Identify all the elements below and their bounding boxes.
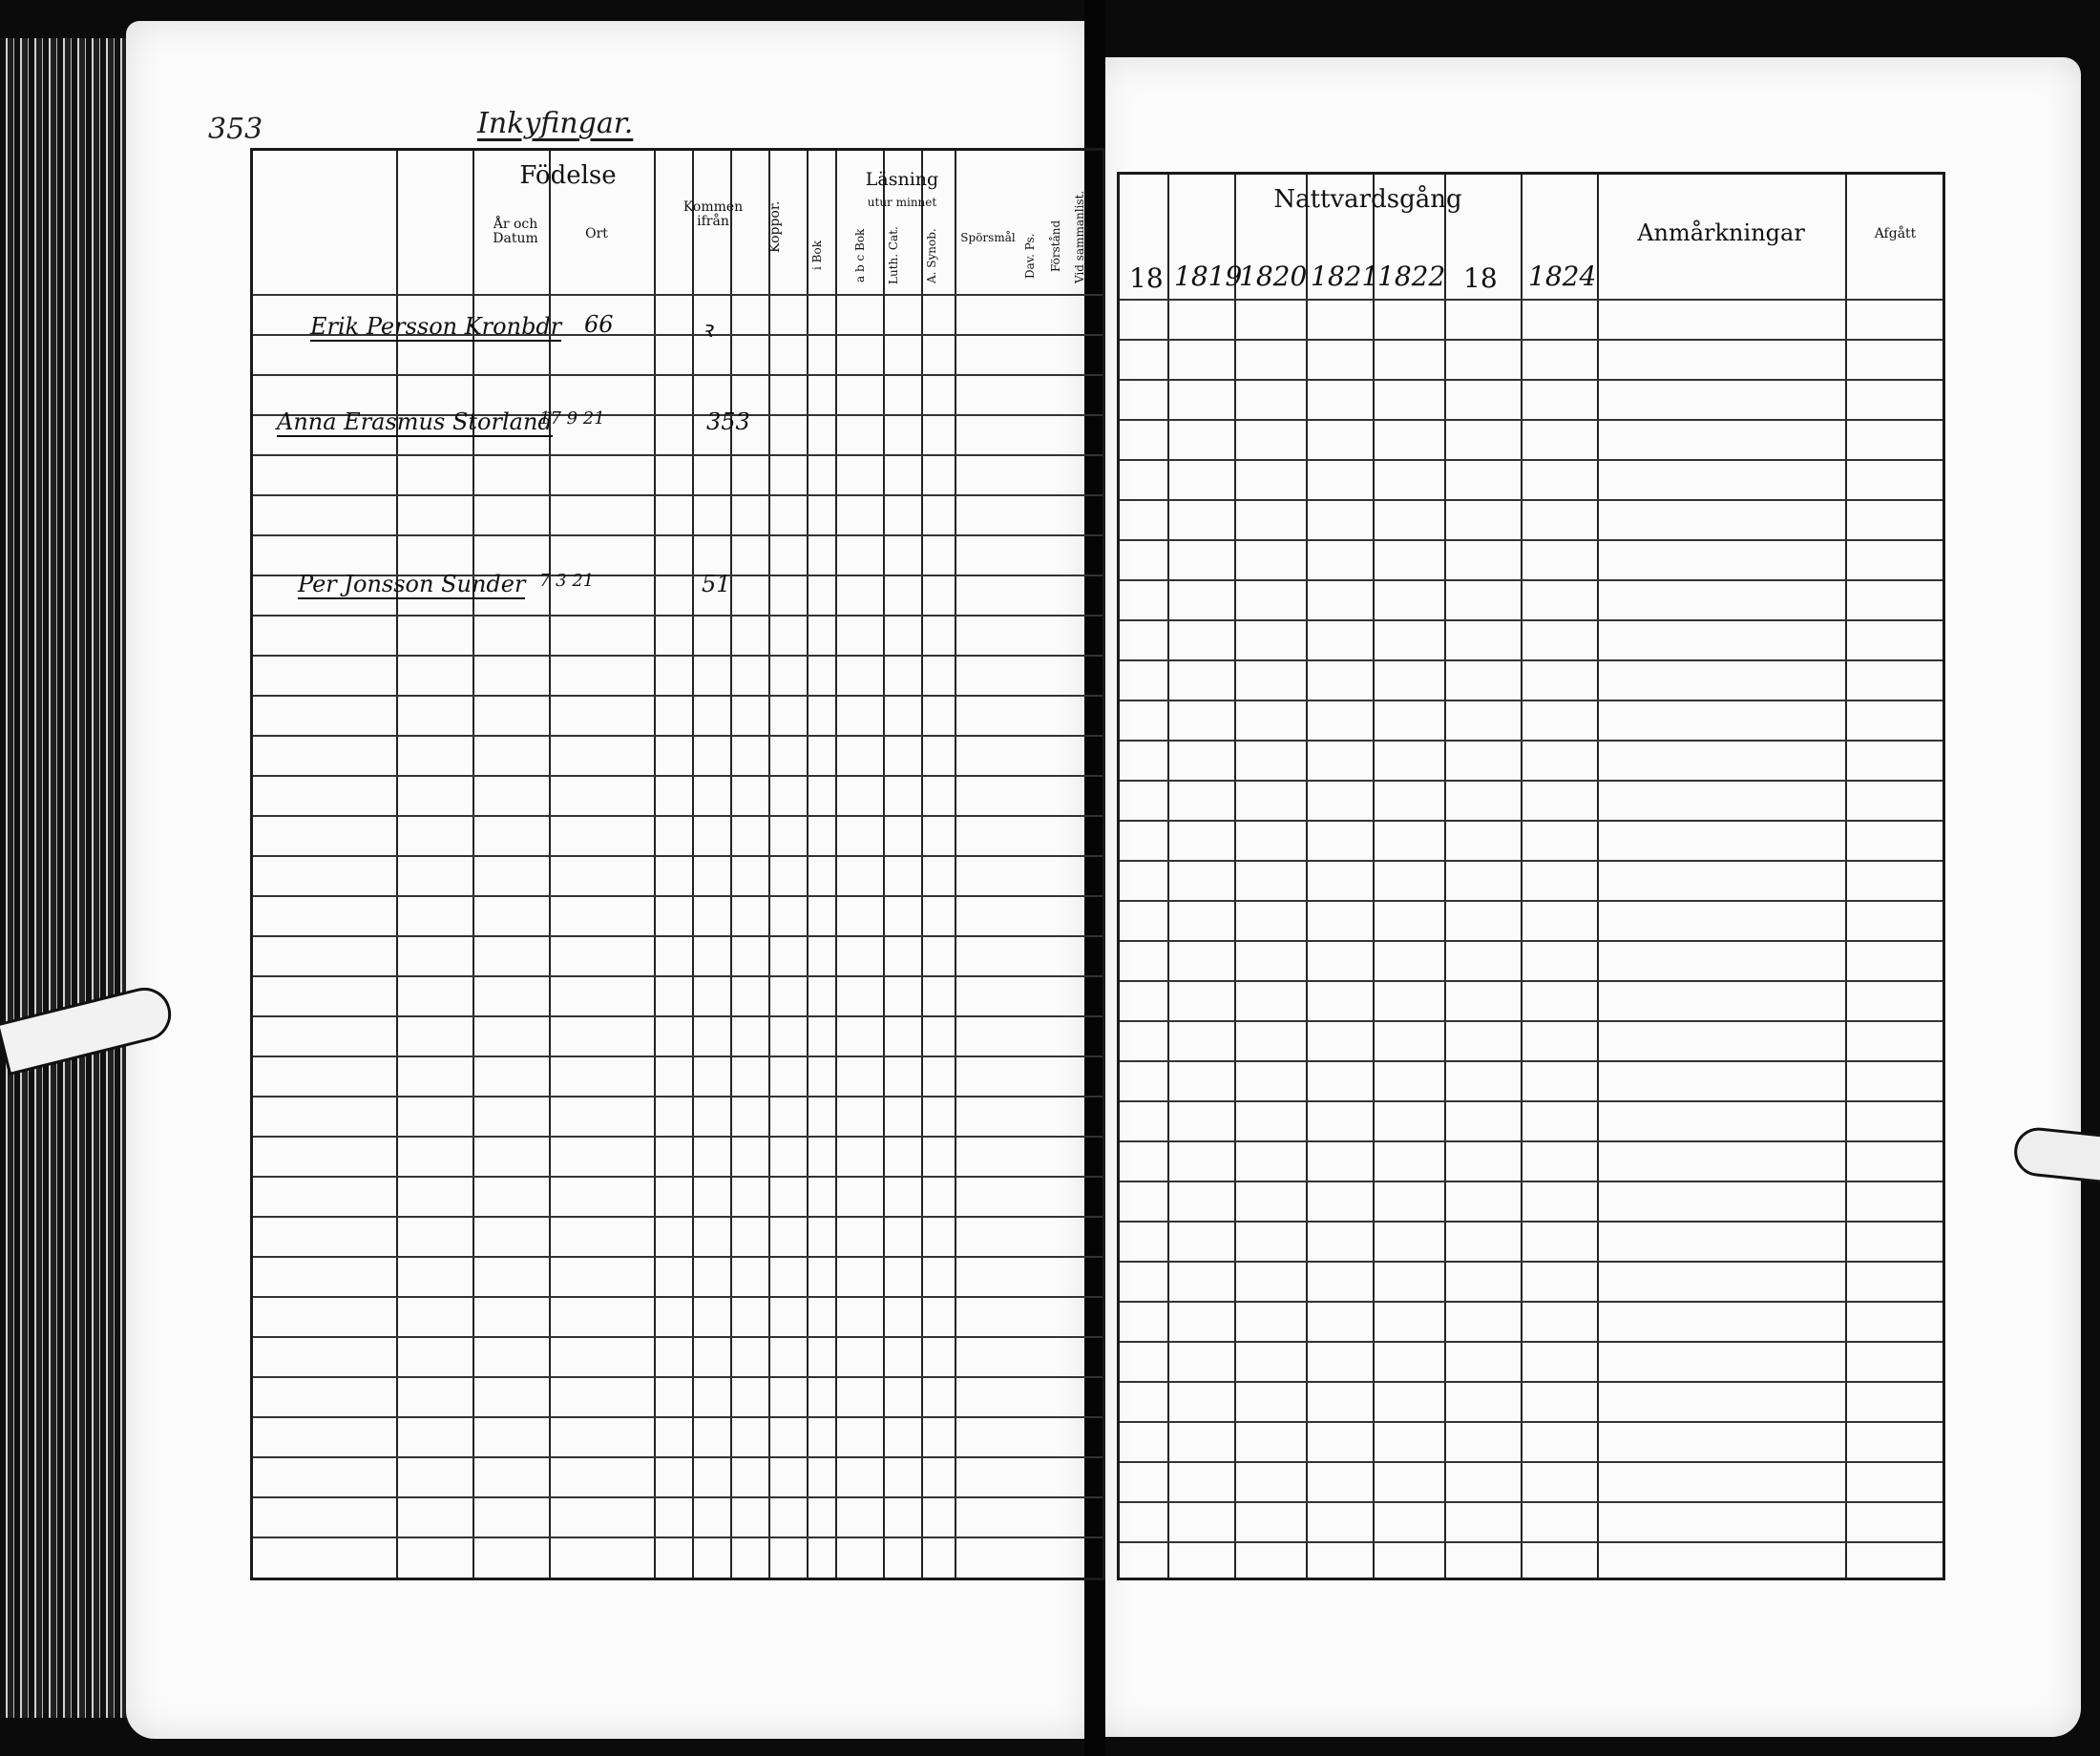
year-label: 18 xyxy=(1129,262,1164,294)
column-divider xyxy=(730,151,732,1578)
column-divider xyxy=(549,151,551,1578)
row-rule xyxy=(253,1256,1102,1258)
row-rule xyxy=(1120,1301,1942,1303)
column-divider xyxy=(955,151,956,1578)
header-ar-och-datum: År och Datum xyxy=(493,217,538,247)
row-rule xyxy=(1120,339,1942,341)
header-i-bok: i Bok xyxy=(810,240,824,271)
row-rule xyxy=(1120,1100,1942,1102)
entry-year: 7 3 21 xyxy=(539,571,595,591)
column-divider xyxy=(883,151,885,1578)
row-rule xyxy=(1120,499,1942,501)
row-rule xyxy=(253,454,1102,456)
row-rule xyxy=(253,1416,1102,1418)
row-rule xyxy=(253,1336,1102,1338)
row-rule xyxy=(1120,820,1942,822)
row-rule xyxy=(253,1056,1102,1057)
header-anmarkningar: Anmårkningar xyxy=(1637,220,1805,246)
header-fodelse: Födelse xyxy=(519,161,617,190)
header-afgatt: Afgått xyxy=(1874,226,1917,241)
row-rule xyxy=(253,1216,1102,1218)
column-divider xyxy=(1521,175,1522,1578)
year-label: 1820 xyxy=(1239,261,1308,292)
header-ort: Ort xyxy=(585,226,608,241)
row-rule xyxy=(1120,299,1942,301)
row-rule xyxy=(1120,659,1942,661)
header-fortal: Vid sammanlist. xyxy=(1073,190,1086,283)
row-rule xyxy=(1120,579,1942,581)
header-sporsmal: Spörsmål xyxy=(960,231,1016,244)
row-rule xyxy=(253,735,1102,737)
year-label: 1822 xyxy=(1377,261,1446,292)
page-number: 353 xyxy=(208,113,263,146)
column-divider xyxy=(835,151,837,1578)
row-rule xyxy=(253,374,1102,376)
header-a-syno: A. Synob. xyxy=(925,228,938,283)
row-rule xyxy=(253,935,1102,937)
row-rule xyxy=(1120,900,1942,902)
row-rule xyxy=(253,1296,1102,1298)
row-rule xyxy=(1120,1140,1942,1142)
row-rule xyxy=(253,1015,1102,1017)
row-rule xyxy=(1120,1060,1942,1062)
page-heading: Inkyfingar. xyxy=(477,107,634,140)
column-divider xyxy=(1444,175,1446,1578)
row-rule xyxy=(253,975,1102,977)
header-kommen-ifran: Kommen ifrån xyxy=(682,199,744,230)
row-rule xyxy=(1120,860,1942,862)
header-luth-cat: Luth. Cat. xyxy=(887,226,900,285)
entry-name: Erik Persson Kronbdr xyxy=(310,313,562,340)
book-edge xyxy=(0,38,143,1718)
year-label: 18 xyxy=(1463,262,1498,294)
header-forstand: Förstånd xyxy=(1049,220,1062,273)
header-abc-bok: a b c Bok xyxy=(853,228,867,283)
column-divider xyxy=(1845,175,1847,1578)
row-rule xyxy=(1120,1541,1942,1543)
row-rule xyxy=(1120,1501,1942,1503)
column-divider xyxy=(472,151,474,1578)
row-rule xyxy=(253,615,1102,617)
row-rule xyxy=(253,1456,1102,1458)
row-rule xyxy=(253,775,1102,777)
header-davids-psalm: Dav. Ps. xyxy=(1023,233,1037,279)
row-rule xyxy=(1120,980,1942,982)
header-nattvardsgang: Nattvardsgång xyxy=(1273,185,1462,214)
year-label: 1821 xyxy=(1311,261,1379,292)
year-label: 1824 xyxy=(1528,261,1597,292)
row-rule xyxy=(1120,379,1942,381)
row-rule xyxy=(253,655,1102,657)
row-rule xyxy=(253,1136,1102,1138)
row-rule xyxy=(253,494,1102,496)
row-rule xyxy=(1120,1181,1942,1182)
row-rule xyxy=(1120,459,1942,461)
row-rule xyxy=(1120,539,1942,541)
column-divider xyxy=(654,151,656,1578)
row-rule xyxy=(1120,1341,1942,1343)
entry-year: 66 xyxy=(584,311,614,338)
ledger-right xyxy=(1117,172,1945,1580)
column-divider xyxy=(396,151,398,1578)
row-rule xyxy=(253,1376,1102,1378)
row-rule xyxy=(1120,1461,1942,1463)
row-rule xyxy=(1120,1261,1942,1263)
row-rule xyxy=(253,294,1102,296)
column-divider xyxy=(1373,175,1375,1578)
column-divider xyxy=(1597,175,1599,1578)
row-rule xyxy=(1120,940,1942,942)
row-rule xyxy=(253,815,1102,817)
column-divider xyxy=(807,151,808,1578)
row-rule xyxy=(1120,1020,1942,1022)
header-utur-minnet: utur minnet xyxy=(867,196,937,209)
entry-from: 353 xyxy=(706,408,750,435)
row-rule xyxy=(253,1176,1102,1178)
header-koppor: Koppor. xyxy=(767,200,783,254)
column-divider xyxy=(692,151,694,1578)
year-label: 1819 xyxy=(1174,261,1243,292)
column-divider xyxy=(1167,175,1169,1578)
entry-year: 17 9 21 xyxy=(539,408,605,429)
row-rule xyxy=(1120,619,1942,621)
row-rule xyxy=(253,895,1102,897)
entry-from: 51 xyxy=(702,571,731,597)
column-divider xyxy=(1234,175,1236,1578)
row-rule xyxy=(1120,419,1942,421)
row-rule xyxy=(1120,740,1942,742)
row-rule xyxy=(253,855,1102,857)
row-rule xyxy=(253,1096,1102,1098)
row-rule xyxy=(1120,1381,1942,1383)
row-rule xyxy=(1120,1221,1942,1223)
row-rule xyxy=(253,534,1102,536)
row-rule xyxy=(1120,1421,1942,1423)
entry-name: Per Jonsson Sunder xyxy=(298,571,526,597)
row-rule xyxy=(253,1536,1102,1538)
row-rule xyxy=(1120,780,1942,782)
entry-name: Anna Erasmus Storland xyxy=(277,408,553,435)
row-rule xyxy=(253,1496,1102,1498)
ledger-left xyxy=(250,148,1105,1580)
row-rule xyxy=(1120,700,1942,701)
column-divider xyxy=(768,151,770,1578)
header-lasning: Läsning xyxy=(865,169,939,190)
column-divider xyxy=(921,151,923,1578)
entry-from: ꝛ xyxy=(702,316,713,343)
row-rule xyxy=(253,695,1102,697)
column-divider xyxy=(1306,175,1308,1578)
